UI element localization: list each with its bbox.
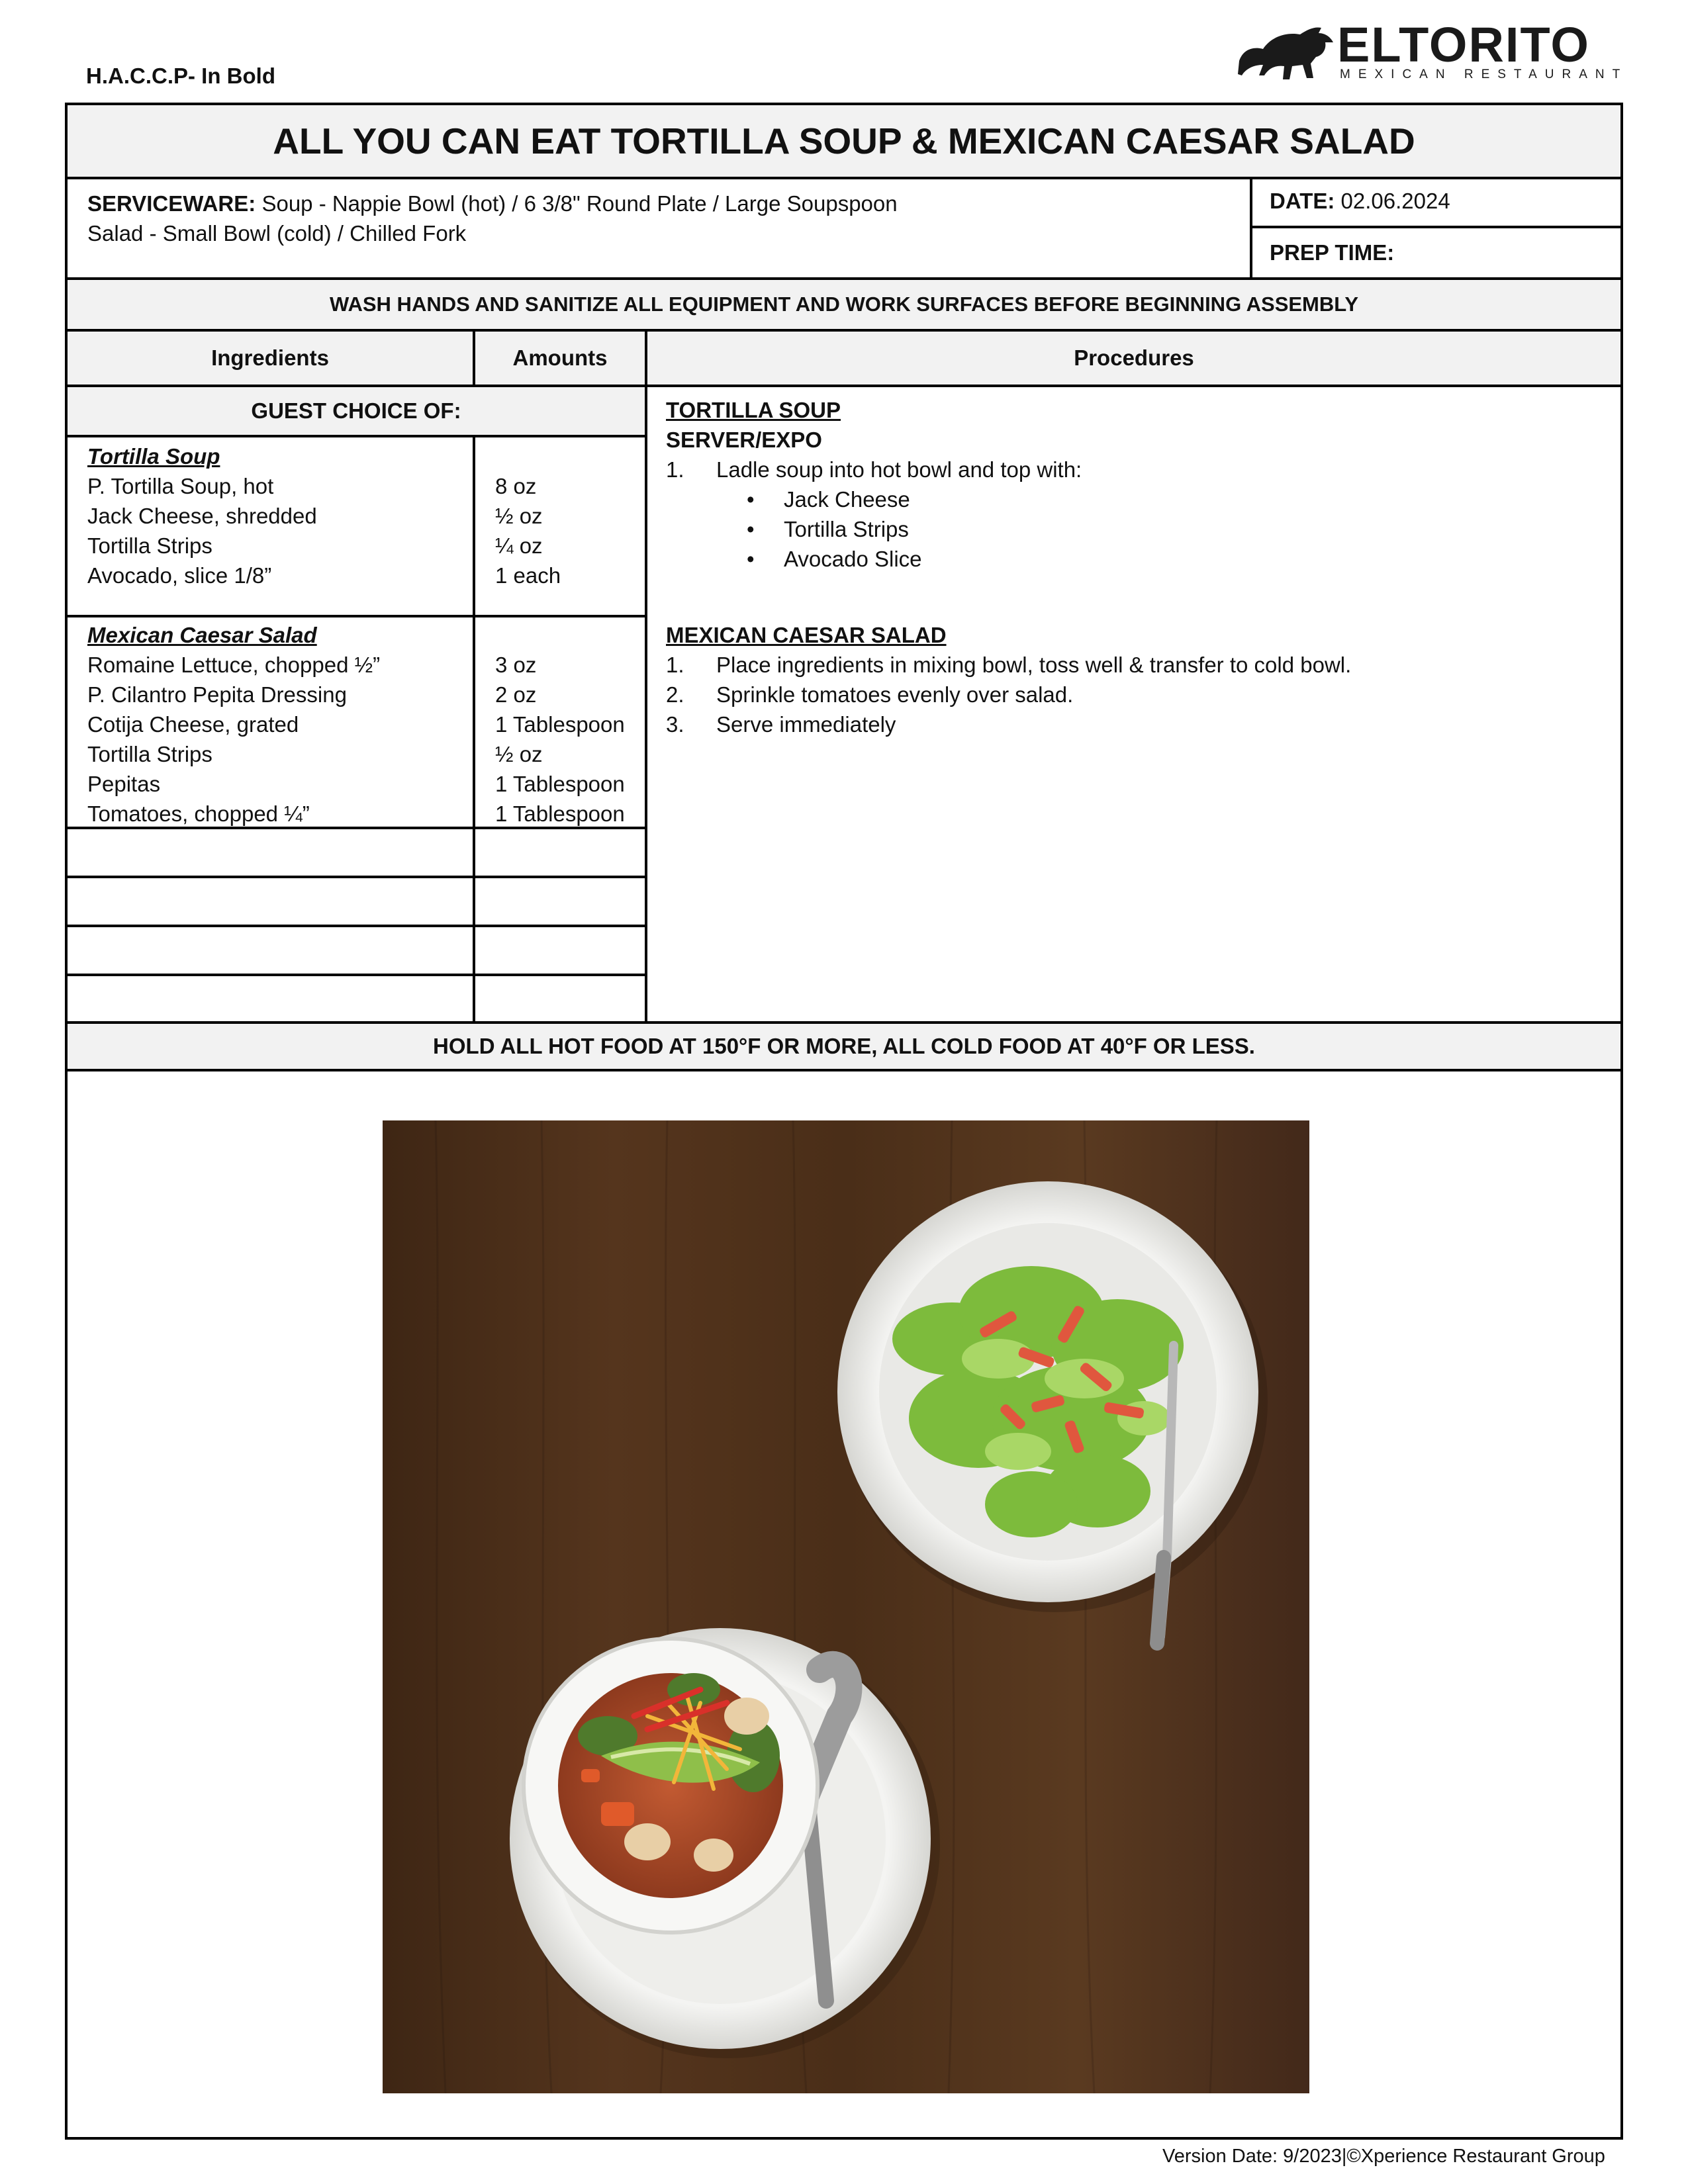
procedure-step: 1. Place ingredients in mixing bowl, toss well & transfer to cold bowl. — [666, 653, 1352, 677]
list-item: P. Tortilla Soup, hot — [87, 474, 274, 498]
list-item: Tortilla Strips — [87, 533, 212, 558]
empty-row — [475, 927, 645, 976]
salad-procedure — [647, 620, 1620, 739]
procedure-bullet: • Avocado Slice — [747, 547, 922, 571]
soup-ingredients — [68, 437, 473, 617]
serviceware-label: SERVICEWARE: — [87, 191, 256, 216]
amount-value: 1 each — [495, 563, 561, 588]
empty-row — [475, 878, 645, 927]
amounts-header: Amounts — [475, 332, 647, 387]
salad-title: Mexican Caesar Salad — [87, 623, 317, 647]
procedure-bullet: • Jack Cheese — [747, 487, 910, 512]
soup-procedure-role: SERVER/EXPO — [666, 428, 822, 452]
hold-notice: HOLD ALL HOT FOOD AT 150°F OR MORE, ALL COLD FOOD AT 40°F OR LESS. — [68, 1021, 1620, 1071]
procedure-step: 2. Sprinkle tomatoes evenly over salad. — [666, 682, 1074, 707]
amount-value: ½ oz — [495, 504, 543, 528]
amount-value: 1 Tablespoon — [495, 801, 625, 826]
list-item: P. Cilantro Pepita Dressing — [87, 682, 347, 707]
amount-value: 1 Tablespoon — [495, 772, 625, 796]
procedure-step: 1. Ladle soup into hot bowl and top with: — [666, 457, 1082, 482]
procedure-bullet: • Tortilla Strips — [747, 517, 909, 541]
list-item: Tortilla Strips — [87, 742, 212, 766]
list-item: Tomatoes, chopped ¼” — [87, 801, 310, 826]
list-item: Romaine Lettuce, chopped ½” — [87, 653, 381, 677]
bull-icon — [1237, 23, 1336, 83]
amount-value: 8 oz — [495, 474, 537, 498]
logo-subtitle: MEXICAN RESTAURANT — [1340, 68, 1628, 81]
recipe-title: ALL YOU CAN EAT TORTILLA SOUP & MEXICAN CAESAR SALAD — [68, 105, 1620, 179]
ingredients-column — [68, 437, 475, 1021]
haccp-note: H.A.C.C.P- In Bold — [86, 64, 275, 88]
amount-value: 2 oz — [495, 682, 537, 707]
empty-row — [68, 878, 473, 927]
procedures-header: Procedures — [647, 332, 1620, 387]
list-item: Avocado, slice 1/8” — [87, 563, 272, 588]
empty-row — [475, 829, 645, 878]
list-item: Jack Cheese, shredded — [87, 504, 317, 528]
logo-name: ELTORITO — [1337, 17, 1590, 72]
soup-bowl — [524, 1639, 818, 1933]
empty-row — [68, 927, 473, 976]
food-photo — [383, 1120, 1309, 2093]
el-torito-logo — [1237, 17, 1628, 83]
date-value: 02.06.2024 — [1335, 189, 1450, 213]
salad-procedure-heading: MEXICAN CAESAR SALAD — [666, 623, 947, 647]
serviceware-cell — [68, 179, 1252, 277]
amount-value: 3 oz — [495, 653, 537, 677]
prep-time-label: PREP TIME: — [1270, 240, 1395, 265]
date-cell — [1252, 179, 1620, 228]
amount-value: ¼ oz — [495, 533, 543, 558]
soup-amounts — [475, 437, 645, 617]
procedure-step: 3. Serve immediately — [666, 712, 896, 737]
date-label: DATE: — [1270, 189, 1335, 213]
version-footer: Version Date: 9/2023|©Xperience Restaurant Group — [1162, 2146, 1605, 2167]
wash-notice: WASH HANDS AND SANITIZE ALL EQUIPMENT AND WORK SURFACES BEFORE BEGINNING ASSEMBLY — [68, 277, 1620, 332]
ingredients-header: Ingredients — [68, 332, 475, 387]
list-item: Cotija Cheese, grated — [87, 712, 299, 737]
recipe-sheet — [65, 103, 1623, 2140]
amount-value: ½ oz — [495, 742, 543, 766]
salad-ingredients — [68, 617, 473, 829]
empty-row — [68, 829, 473, 878]
salad-amounts — [475, 617, 645, 829]
soup-procedure-heading: TORTILLA SOUP — [666, 398, 841, 422]
soup-title: Tortilla Soup — [87, 444, 220, 469]
serviceware-line2: Salad - Small Bowl (cold) / Chilled Fork — [87, 221, 467, 246]
procedures-column — [647, 387, 1620, 1021]
serviceware-line1: Soup - Nappie Bowl (hot) / 6 3/8" Round Plate / Large Soupspoon — [256, 191, 898, 216]
amounts-column — [475, 437, 647, 1021]
list-item: Pepitas — [87, 772, 161, 796]
amount-value: 1 Tablespoon — [495, 712, 625, 737]
guest-choice-label: GUEST CHOICE OF: — [68, 387, 647, 437]
soup-procedure — [647, 395, 1620, 574]
